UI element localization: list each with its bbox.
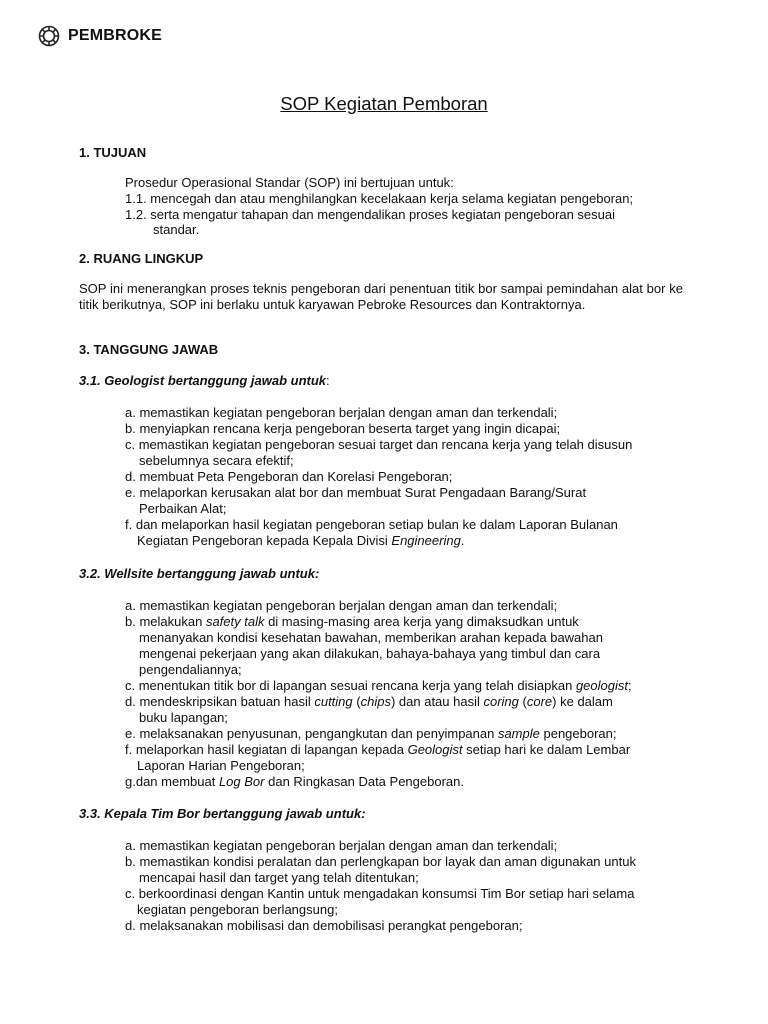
kepala-tim-bor-item-c-line-2: kegiatan pengeboran berlangsung; <box>137 902 338 917</box>
wellsite-item-c: c. menentukan titik bor di lapangan sesuai rencana kerja yang telah disiapkan geologist; <box>125 678 632 693</box>
wellsite-item-b-line-2: menanyakan kondisi kesehatan bawahan, memberikan arahan kepada bawahan <box>139 630 603 645</box>
document-title: SOP Kegiatan Pemboran <box>280 93 488 114</box>
tujuan-item-2-line-1: 1.2. serta mengatur tahapan dan mengendalikan proses kegiatan pengeboran sesuai <box>125 207 616 222</box>
ruang-lingkup-paragraph: SOP ini menerangkan proses teknis pengeboran dari penentuan titik bor sampai pemindahan alat bor ke titik berikutnya, SOP ini berlaku untuk karyawan Pebroke Resources dan Kontraktornya. <box>79 281 683 312</box>
subsection-heading-wellsite: 3.2. Wellsite bertanggung jawab untuk: <box>79 566 320 581</box>
kepala-tim-bor-item-d: d. melaksanakan mobilisasi dan demobilisasi perangkat pengeboran; <box>125 918 523 933</box>
kepala-tim-bor-item-a: a. memastikan kegiatan pengeboran berjalan dengan aman dan terkendali; <box>125 838 558 853</box>
subsection-heading-kepala-tim-bor: 3.3. Kepala Tim Bor bertanggung jawab untuk: <box>79 806 366 821</box>
geologist-item-f-line-2: Kegiatan Pengeboran kepada Kepala Divisi Engineering. <box>137 533 465 548</box>
brand-name: PEMBROKE <box>68 27 163 44</box>
subsection-heading-geologist: 3.1. Geologist bertanggung jawab untuk: <box>79 373 330 388</box>
wellsite-item-d-line-2: buku lapangan; <box>139 710 228 725</box>
pembroke-logo-icon <box>37 24 61 48</box>
wellsite-item-b-line-4: pengendaliannya; <box>139 662 242 677</box>
geologist-item-f-line-1: f. dan melaporkan hasil kegiatan pengeboran setiap bulan ke dalam Laporan Bulanan <box>125 517 618 532</box>
brand-logo <box>37 24 162 48</box>
geologist-item-c-line-1: c. memastikan kegiatan pengeboran sesuai target dan rencana kerja yang telah disusun <box>125 437 633 452</box>
wellsite-item-f-line-1: f. melaporkan hasil kegiatan di lapangan kepada Geologist setiap hari ke dalam Lembar <box>125 742 631 757</box>
geologist-item-b: b. menyiapkan rencana kerja pengeboran beserta target yang ingin dicapai; <box>125 421 561 436</box>
wellsite-item-b-line-1: b. melakukan safety talk di masing-masing area kerja yang dimaksudkan untuk <box>125 614 579 629</box>
kepala-tim-bor-item-b-line-1: b. memastikan kondisi peralatan dan perlengkapan bor layak dan aman digunakan untuk <box>125 854 636 869</box>
wellsite-item-b-line-3: mengenai pekerjaan yang akan dilakukan, bahaya-bahaya yang timbul dan cara <box>139 646 601 661</box>
geologist-item-e-line-2: Perbaikan Alat; <box>139 501 227 516</box>
tujuan-item-2-line-2: standar. <box>153 222 200 237</box>
geologist-item-c-line-2: sebelumnya secara efektif; <box>139 453 294 468</box>
geologist-item-e-line-1: e. melaporkan kerusakan alat bor dan membuat Surat Pengadaan Barang/Surat <box>125 485 587 500</box>
wellsite-item-e: e. melaksanakan penyusunan, pengangkutan dan penyimpanan sample pengeboran; <box>125 726 617 741</box>
section-heading-ruang-lingkup: 2. RUANG LINGKUP <box>79 251 204 266</box>
wellsite-item-g: g.dan membuat Log Bor dan Ringkasan Data Pengeboran. <box>125 774 464 789</box>
tujuan-item-1: 1.1. mencegah dan atau menghilangkan kecelakaan kerja selama kegiatan pengeboran; <box>125 191 634 206</box>
tujuan-intro: Prosedur Operasional Standar (SOP) ini bertujuan untuk: <box>125 175 454 190</box>
kepala-tim-bor-item-c-line-1: c. berkoordinasi dengan Kantin untuk mengadakan konsumsi Tim Bor setiap hari selama <box>125 886 635 901</box>
geologist-item-d: d. membuat Peta Pengeboran dan Korelasi Pengeboran; <box>125 469 453 484</box>
section-heading-tujuan: 1. TUJUAN <box>79 145 147 160</box>
wellsite-item-d-line-1: d. mendeskripsikan batuan hasil cutting (chips) dan atau hasil coring (core) ke dalam <box>125 694 613 709</box>
kepala-tim-bor-item-b-line-2: mencapai hasil dan target yang telah ditentukan; <box>139 870 419 885</box>
wellsite-item-f-line-2: Laporan Harian Pengeboran; <box>137 758 305 773</box>
geologist-item-a: a. memastikan kegiatan pengeboran berjalan dengan aman dan terkendali; <box>125 405 558 420</box>
wellsite-item-a: a. memastikan kegiatan pengeboran berjalan dengan aman dan terkendali; <box>125 598 558 613</box>
section-heading-tanggung-jawab: 3. TANGGUNG JAWAB <box>79 342 219 357</box>
